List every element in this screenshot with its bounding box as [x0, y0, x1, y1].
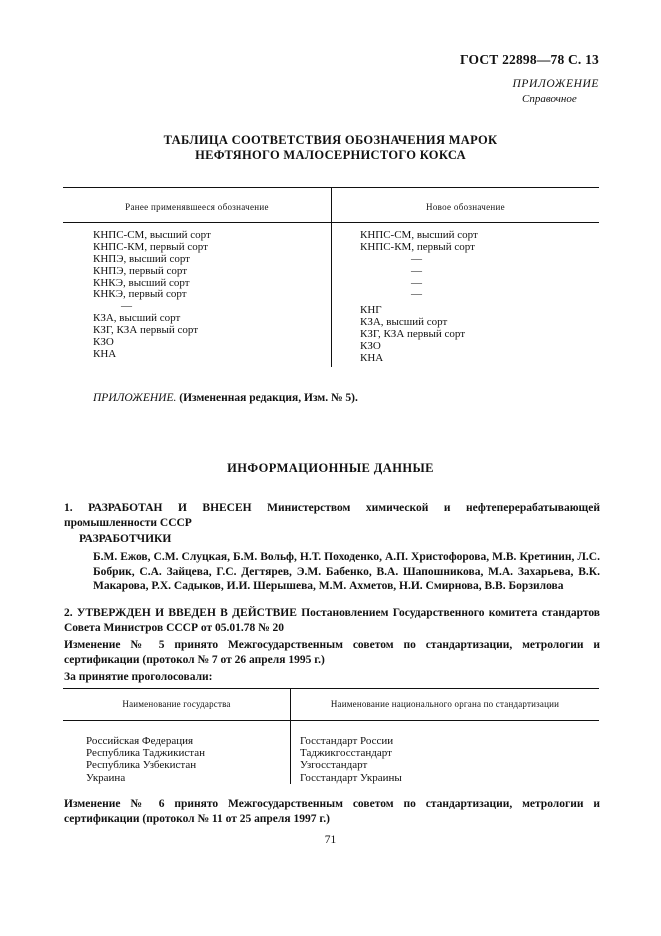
table1-new-cell: — [411, 276, 422, 289]
appendix-note-text: (Измененная редакция, Изм. № 5). [179, 392, 358, 404]
table1-old-cell: КЗГ, КЗА первый сорт [93, 324, 199, 337]
table2-org-cell: Узгосстандарт [300, 759, 368, 772]
table1-new-cell: КНПС-СМ, высший сорт [360, 229, 478, 241]
table1-old-cell: КНКЭ, высший сорт [93, 276, 190, 289]
appendix-label: ПРИЛОЖЕНИЕ [512, 78, 599, 90]
table2-state-cell: Республика Узбекистан [86, 759, 197, 772]
table2-org-cell: Госстандарт России [300, 735, 394, 747]
table1-old-cell: КНПС-КМ, первый сорт [93, 240, 208, 253]
info-item-2-lead: 2. УТВЕРЖДЕН И ВВЕДЕН В ДЕЙСТВИЕ [64, 607, 297, 619]
table1-new-cell: КНА [360, 351, 384, 364]
table1-old-cell: КНА [93, 347, 117, 360]
table1-column-divider [331, 187, 332, 367]
table1-header-new: Новое обозначение [426, 202, 505, 212]
developers-list: Б.М. Ежов, С.М. Слуцкая, Б.М. Вольф, Н.Т. Походенко, А.П. Христофорова, М.В. Кретинин, Л.С. Бобрик, С.А. Зайцева, Г.С. Дегтярев, Э.М. Бабенко, В.А. Шапошникова, М.А. Захарьева, В.К. Макарова, Р.Х. Садыков, И.И. Шерышева, М.М. Ахметов, Н.И. Смирнова, В.В. Борзилова [93, 551, 600, 592]
appendix-note [93, 392, 358, 404]
developers-label: РАЗРАБОТЧИКИ [79, 533, 172, 545]
table2-state-column [86, 735, 205, 784]
page-number: 71 [324, 834, 337, 846]
table1-old-cell: — [121, 300, 132, 313]
table2-top-rule [63, 688, 599, 689]
table1-old-cell: КНПЭ, высший сорт [93, 252, 190, 265]
table2-header-org: Наименование национального органа по стандартизации [330, 699, 560, 709]
table1-title-line2: НЕФТЯНОГО МАЛОСЕРНИСТОГО КОКСА [195, 148, 466, 162]
change-6-note: Изменение № 6 принято Межгосударственным советом по стандартизации, метрологии и сертификации (протокол № 11 от 25 апреля 1997 г.) [64, 798, 600, 825]
table1-old-cell: КНКЭ, первый сорт [93, 288, 187, 301]
table1-new-cell: — [411, 288, 422, 301]
appendix-type: Справочное [522, 93, 577, 105]
table1-old-cell: КЗА, высший сорт [93, 312, 181, 325]
table2-state-cell: Республика Таджикистан [86, 747, 205, 760]
appendix-note-label: ПРИЛОЖЕНИЕ. [93, 392, 177, 404]
info-section-title: ИНФОРМАЦИОННЫЕ ДАННЫЕ [227, 461, 434, 475]
table1-old-column [93, 230, 211, 361]
table2-org-cell: Таджикгосстандарт [300, 747, 392, 760]
table2-org-column [300, 735, 402, 784]
change-5-note: Изменение № 5 принято Межгосударственным советом по стандартизации, метрологии и сертификации (протокол № 7 от 26 апреля 1995 г.) [64, 639, 600, 666]
table1-new-cell: КЗА, высший сорт [360, 316, 448, 329]
table1-old-cell: КНПЭ, первый сорт [93, 264, 188, 277]
standard-header: ГОСТ 22898—78 С. 13 [460, 52, 599, 67]
table1-old-cell: КЗО [93, 336, 114, 349]
info-item-1-text: Министерством химической и нефтеперерабатывающей промышленности СССР [64, 502, 600, 529]
table1-new-cell: — [411, 264, 422, 277]
table1-new-cell: КЗО [360, 340, 381, 353]
table2-org-cell: Госстандарт Украины [300, 771, 402, 784]
table1-new-cell: КНГ [360, 304, 382, 317]
table1-new-cell: КНПС-КМ, первый сорт [360, 240, 475, 253]
table2-header-rule [63, 720, 599, 721]
table1-header-old: Ранее применявшееся обозначение [125, 202, 269, 212]
info-item-1-lead: 1. РАЗРАБОТАН И ВНЕСЕН [64, 502, 252, 514]
voted-label: За принятие проголосовали: [64, 671, 213, 683]
table1-new-column [360, 230, 478, 365]
table1-title-line1: ТАБЛИЦА СООТВЕТСТВИЯ ОБОЗНАЧЕНИЯ МАРОК [163, 133, 498, 147]
info-item-1 [64, 501, 600, 530]
table2-state-cell: Российская Федерация [86, 735, 194, 747]
table1-new-cell: — [411, 252, 422, 265]
table2-header-state: Наименование государства [122, 699, 231, 709]
table2-state-cell: Украина [86, 771, 126, 784]
table1-old-cell: КНПС-СМ, высший сорт [93, 229, 211, 241]
info-item-2-text: Постановлением Государственного комитета стандартов Совета Министров СССР от 05.01.78 № 20 [64, 607, 601, 634]
info-item-2 [64, 606, 600, 635]
table1-new-cell: КЗГ, КЗА первый сорт [360, 328, 466, 341]
